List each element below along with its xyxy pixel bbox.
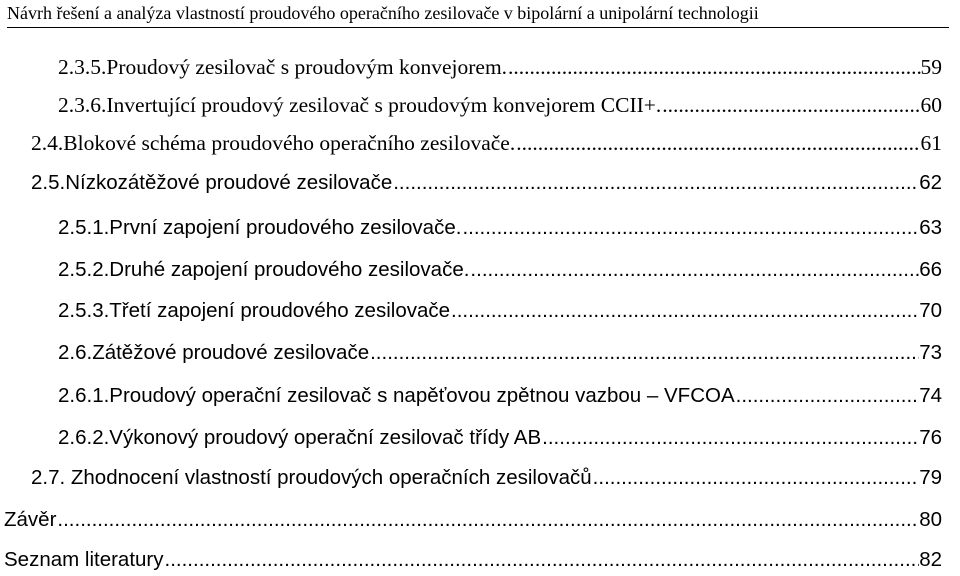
toc-entry-title: 2.5.Nízkozátěžové proudové zesilovače bbox=[31, 171, 393, 194]
toc-entry-title: Seznam literatury bbox=[4, 548, 164, 571]
dot-leader bbox=[735, 382, 920, 410]
dot-leader bbox=[507, 53, 920, 81]
toc-entry-title: 2.5.2.Druhé zapojení proudového zesilovače. bbox=[58, 258, 470, 281]
dot-leader bbox=[164, 546, 920, 574]
toc-entry-page: 63 bbox=[919, 216, 942, 239]
toc-entry-2-5-1[interactable] bbox=[58, 214, 942, 242]
toc-entry-title: 2.5.3.Třetí zapojení proudového zesilovače bbox=[58, 299, 451, 322]
toc-entry-title: 2.7. Zhodnocení vlastností proudových operačních zesilovačů bbox=[31, 466, 592, 489]
dot-leader bbox=[461, 214, 919, 242]
dot-leader bbox=[661, 91, 920, 119]
toc-entry-2-6[interactable] bbox=[58, 339, 942, 367]
toc-entry-2-6-2[interactable] bbox=[58, 424, 942, 452]
toc-entry-title: Závěr bbox=[4, 508, 57, 531]
toc-entry-2-7[interactable] bbox=[31, 464, 942, 492]
toc-entry-2-5-3[interactable] bbox=[58, 297, 942, 325]
toc-entry-page: 66 bbox=[919, 258, 942, 281]
toc-entry-2-3-6[interactable] bbox=[58, 91, 942, 119]
dot-leader bbox=[56, 506, 919, 534]
toc-entry-page: 80 bbox=[919, 508, 942, 531]
dot-leader bbox=[369, 339, 919, 367]
toc-entry-title: 2.4.Blokové schéma proudového operačního zesilovače. bbox=[31, 131, 516, 155]
dot-leader bbox=[592, 464, 920, 492]
toc-entry-2-6-1[interactable] bbox=[58, 382, 942, 410]
toc-entry-page: 61 bbox=[920, 131, 942, 155]
toc-entry-seznam-literatury[interactable] bbox=[4, 546, 942, 574]
toc-entry-2-5[interactable] bbox=[31, 169, 942, 197]
toc-entry-2-3-5[interactable] bbox=[58, 53, 942, 81]
toc-entry-page: 82 bbox=[919, 548, 942, 571]
toc-entry-title: 2.3.5.Proudový zesilovač s proudovým konvejorem. bbox=[58, 55, 508, 79]
dot-leader bbox=[541, 424, 919, 452]
toc-entry-page: 76 bbox=[919, 426, 942, 449]
toc-entry-title: 2.6.1.Proudový operační zesilovač s napěťovou zpětnou vazbou – VFCOA bbox=[58, 384, 735, 407]
toc-entry-page: 73 bbox=[919, 341, 942, 364]
toc-entry-page: 59 bbox=[920, 55, 942, 79]
dot-leader bbox=[469, 256, 919, 284]
running-header: Návrh řešení a analýza vlastností proudového operačního zesilovače v bipolární a unipolární technologii bbox=[7, 3, 759, 23]
toc-entry-page: 62 bbox=[919, 171, 942, 194]
toc-entry-page: 70 bbox=[919, 299, 942, 322]
toc-entry-zaver[interactable] bbox=[4, 506, 942, 534]
toc-entry-page: 74 bbox=[919, 384, 942, 407]
dot-leader bbox=[450, 297, 919, 325]
toc-entry-page: 79 bbox=[919, 466, 942, 489]
dot-leader bbox=[392, 169, 919, 197]
dot-leader bbox=[515, 129, 920, 157]
toc-entry-title: 2.6.Zátěžové proudové zesilovače bbox=[58, 341, 370, 364]
toc-entry-page: 60 bbox=[920, 93, 942, 117]
toc-entry-title: 2.6.2.Výkonový proudový operační zesilovač třídy AB bbox=[58, 426, 542, 449]
toc-entry-title: 2.3.6.Invertující proudový zesilovač s proudovým konvejorem CCII+. bbox=[58, 93, 662, 117]
toc-entry-2-4[interactable] bbox=[31, 129, 942, 157]
toc-entry-2-5-2[interactable] bbox=[58, 256, 942, 284]
toc-entry-title: 2.5.1.První zapojení proudového zesilovače. bbox=[58, 216, 462, 239]
